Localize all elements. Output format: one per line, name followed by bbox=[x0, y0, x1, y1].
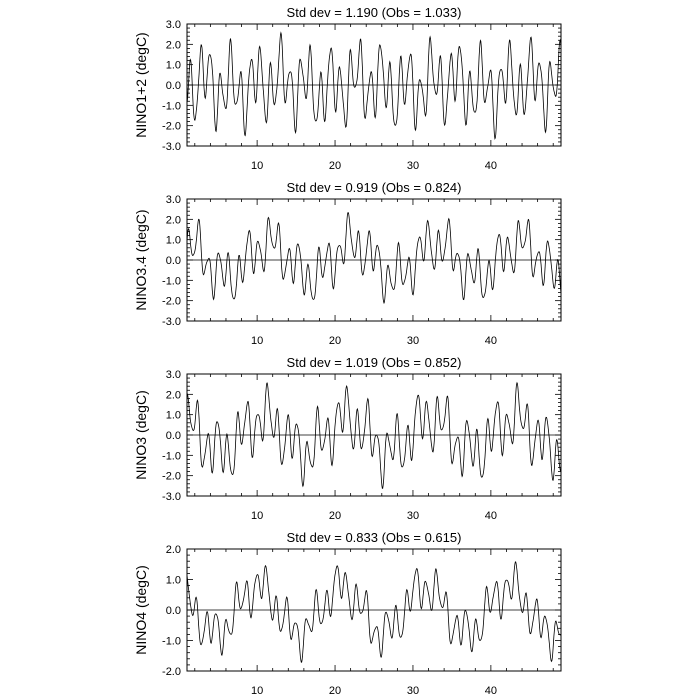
y-tick-label: -3.0 bbox=[162, 141, 181, 153]
x-tick-label: 30 bbox=[406, 510, 420, 522]
y-tick-label: 3.0 bbox=[165, 19, 181, 31]
y-tick-label: 1.0 bbox=[165, 409, 181, 422]
y-tick-label: 1.0 bbox=[165, 59, 181, 72]
y-tick-label: 2.0 bbox=[165, 544, 181, 556]
y-tick-label: -3.0 bbox=[162, 316, 181, 328]
x-tick-label: 40 bbox=[484, 160, 497, 172]
x-tick-label: 10 bbox=[251, 160, 264, 172]
y-tick-label: 0.0 bbox=[165, 255, 181, 267]
x-tick-label: 40 bbox=[484, 685, 497, 697]
panel-3 bbox=[133, 530, 561, 697]
y-axis-label: NINO1+2 (degC) bbox=[133, 32, 149, 138]
y-axis-label: NINO4 (degC) bbox=[133, 565, 149, 655]
x-tick-label: 10 bbox=[251, 685, 264, 697]
x-tick-label: 30 bbox=[406, 160, 420, 172]
series-line-NINO4 bbox=[187, 562, 561, 663]
y-tick-label: -1.0 bbox=[162, 635, 181, 648]
y-tick-label: -2.0 bbox=[162, 666, 181, 678]
panel-title: Std dev = 0.919 (Obs = 0.824) bbox=[286, 180, 462, 195]
x-tick-label: 20 bbox=[328, 685, 342, 697]
y-tick-label: -1.0 bbox=[162, 450, 181, 463]
y-tick-label: 2.0 bbox=[165, 214, 181, 227]
y-axis-label: NINO3.4 (degC) bbox=[133, 209, 149, 311]
series-line-NINO1+2 bbox=[187, 33, 561, 139]
panel-0 bbox=[133, 5, 561, 172]
y-tick-label: -1.0 bbox=[162, 275, 181, 288]
series-line-NINO3.4 bbox=[187, 213, 561, 303]
panel-title: Std dev = 1.190 (Obs = 1.033) bbox=[286, 5, 462, 20]
panel-title: Std dev = 0.833 (Obs = 0.615) bbox=[286, 530, 462, 545]
y-tick-label: 2.0 bbox=[165, 389, 181, 402]
x-tick-label: 20 bbox=[328, 335, 342, 347]
x-tick-label: 30 bbox=[406, 335, 420, 347]
y-tick-label: -3.0 bbox=[162, 491, 181, 503]
panel-title: Std dev = 1.019 (Obs = 0.852) bbox=[286, 355, 462, 370]
x-tick-label: 40 bbox=[484, 335, 497, 347]
y-tick-label: 1.0 bbox=[165, 234, 181, 247]
y-tick-label: 0.0 bbox=[165, 430, 181, 442]
y-tick-label: 2.0 bbox=[165, 39, 181, 52]
y-tick-label: 0.0 bbox=[165, 605, 181, 617]
y-tick-label: 1.0 bbox=[165, 574, 181, 587]
y-tick-label: 0.0 bbox=[165, 80, 181, 92]
x-tick-label: 40 bbox=[484, 510, 497, 522]
x-tick-label: 20 bbox=[328, 510, 342, 522]
y-tick-label: -2.0 bbox=[162, 295, 181, 308]
x-tick-label: 10 bbox=[251, 510, 264, 522]
panel-2 bbox=[133, 355, 561, 522]
y-axis-label: NINO3 (degC) bbox=[133, 390, 149, 480]
panel-1 bbox=[133, 180, 561, 347]
y-tick-label: 3.0 bbox=[165, 194, 181, 206]
y-tick-label: -1.0 bbox=[162, 100, 181, 113]
x-tick-label: 20 bbox=[328, 160, 342, 172]
x-tick-label: 30 bbox=[406, 685, 420, 697]
y-tick-label: -2.0 bbox=[162, 120, 181, 133]
x-tick-label: 10 bbox=[251, 335, 264, 347]
series-line-NINO3 bbox=[187, 383, 561, 489]
y-tick-label: -2.0 bbox=[162, 470, 181, 483]
y-tick-label: 3.0 bbox=[165, 369, 181, 381]
